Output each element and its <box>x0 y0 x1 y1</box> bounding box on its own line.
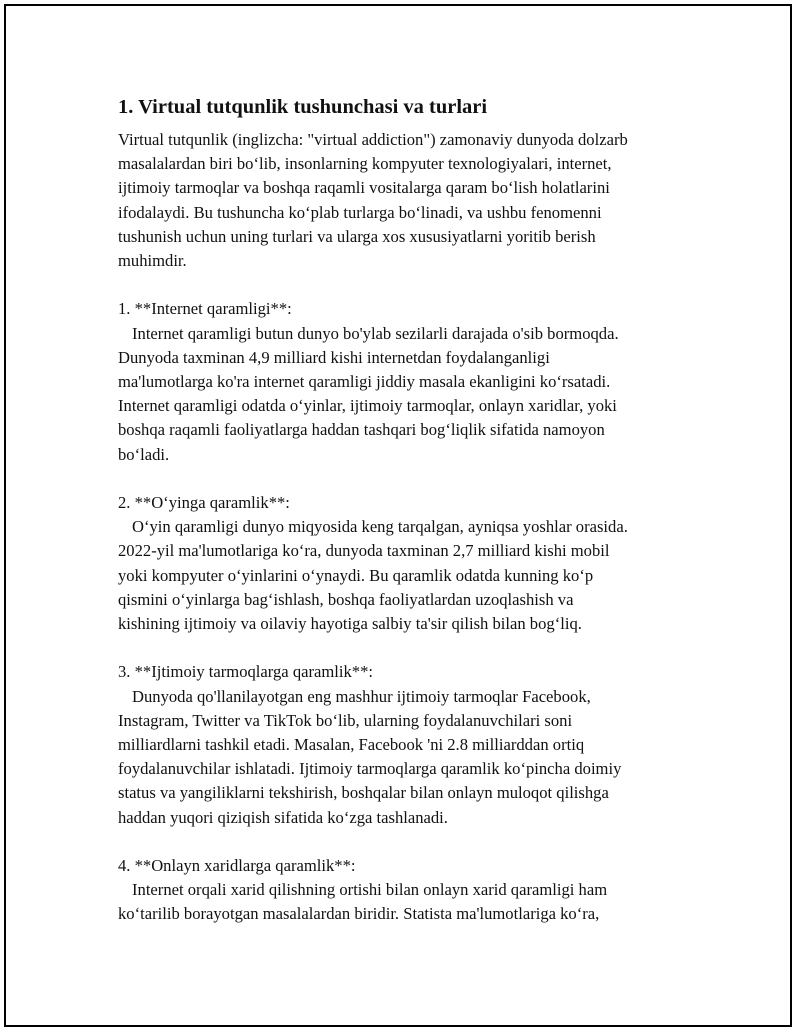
text-line: boshqa raqamli faoliyatlarga haddan tashqari bogʻliqlik sifatida namoyon <box>118 420 605 440</box>
text-line: foydalanuvchilar ishlatadi. Ijtimoiy tarmoqlarga qaramlik koʻpincha doimiy <box>118 759 622 779</box>
text-line: ifodalaydi. Bu tushuncha koʻplab turlarga boʻlinadi, va ushbu fenomenni <box>118 202 602 222</box>
text-line: Oʻyin qaramligi dunyo miqyosida keng tarqalgan, ayniqsa yoshlar orasida. <box>132 517 628 537</box>
text-line: haddan yuqori qiziqish sifatida koʻzga tashlanadi. <box>118 807 448 827</box>
text-line: ijtimoiy tarmoqlar va boshqa raqamli vositalarga qaram boʻlish holatlarini <box>118 178 610 198</box>
text-line: boʻladi. <box>118 444 170 464</box>
text-line: Instagram, Twitter va TikTok boʻlib, ularning foydalanuvchilari soni <box>118 710 573 730</box>
section-gaming-addiction <box>118 491 708 636</box>
text-line: status va yangiliklarni tekshirish, boshqalar bilan onlayn muloqot qilishga <box>118 783 609 803</box>
section-social-media-addiction <box>118 660 708 829</box>
text-line: Dunyoda qo'llanilayotgan eng mashhur ijtimoiy tarmoqlar Facebook, <box>132 686 591 706</box>
text-line: muhimdir. <box>118 251 187 271</box>
text-line: Internet orqali xarid qilishning ortishi bilan onlayn xarid qaramligi ham <box>132 880 608 900</box>
text-line: tushunish uchun uning turlari va ularga xos xususiyatlarni yoritib berish <box>118 226 596 246</box>
text-line: Dunyoda taxminan 4,9 milliard kishi internetdan foydalanganligi <box>118 347 550 367</box>
text-line: Virtual tutqunlik (inglizcha: "virtual addiction") zamonaviy dunyoda dolzarb <box>118 130 628 149</box>
section-online-shopping-addiction <box>118 854 708 927</box>
section-heading: 4. **Onlayn xaridlarga qaramlik**: <box>118 856 356 876</box>
text-line: 2022-yil ma'lumotlariga koʻra, dunyoda taxminan 2,7 milliard kishi mobil <box>118 541 610 561</box>
document-body <box>118 94 708 927</box>
section-heading: 2. **Oʻyinga qaramlik**: <box>118 493 290 513</box>
text-line: yoki kompyuter oʻyinlarini oʻynaydi. Bu qaramlik odatda kunning koʻp <box>118 565 594 585</box>
text-line: masalalardan biri boʻlib, insonlarning kompyuter texnologiyalari, internet, <box>118 154 612 174</box>
section-internet-addiction <box>118 297 708 466</box>
section-heading: 1. **Internet qaramligi**: <box>118 299 292 319</box>
intro-paragraph <box>118 128 708 273</box>
document-title: 1. Virtual tutqunlik tushunchasi va turlari <box>118 96 488 118</box>
text-line: kishining ijtimoiy va oilaviy hayotiga salbiy ta'sir qilish bilan bogʻliq. <box>118 614 582 634</box>
text-line: qismini oʻyinlarga bagʻishlash, boshqa faoliyatlardan uzoqlashish va <box>118 589 574 609</box>
text-line: milliardlarni tashkil etadi. Masalan, Facebook 'ni 2.8 milliarddan ortiq <box>118 735 585 755</box>
text-line: ma'lumotlarga ko'ra internet qaramligi jiddiy masala ekanligini koʻrsatadi. <box>118 372 611 392</box>
text-line: Internet qaramligi odatda oʻyinlar, ijtimoiy tarmoqlar, onlayn xaridlar, yoki <box>118 396 617 416</box>
text-line: Internet qaramligi butun dunyo bo'ylab sezilarli darajada o'sib bormoqda. <box>132 323 619 343</box>
text-line: koʻtarilib borayotgan masalalardan biridir. Statista ma'lumotlariga koʻra, <box>118 904 600 924</box>
section-heading: 3. **Ijtimoiy tarmoqlarga qaramlik**: <box>118 662 373 682</box>
